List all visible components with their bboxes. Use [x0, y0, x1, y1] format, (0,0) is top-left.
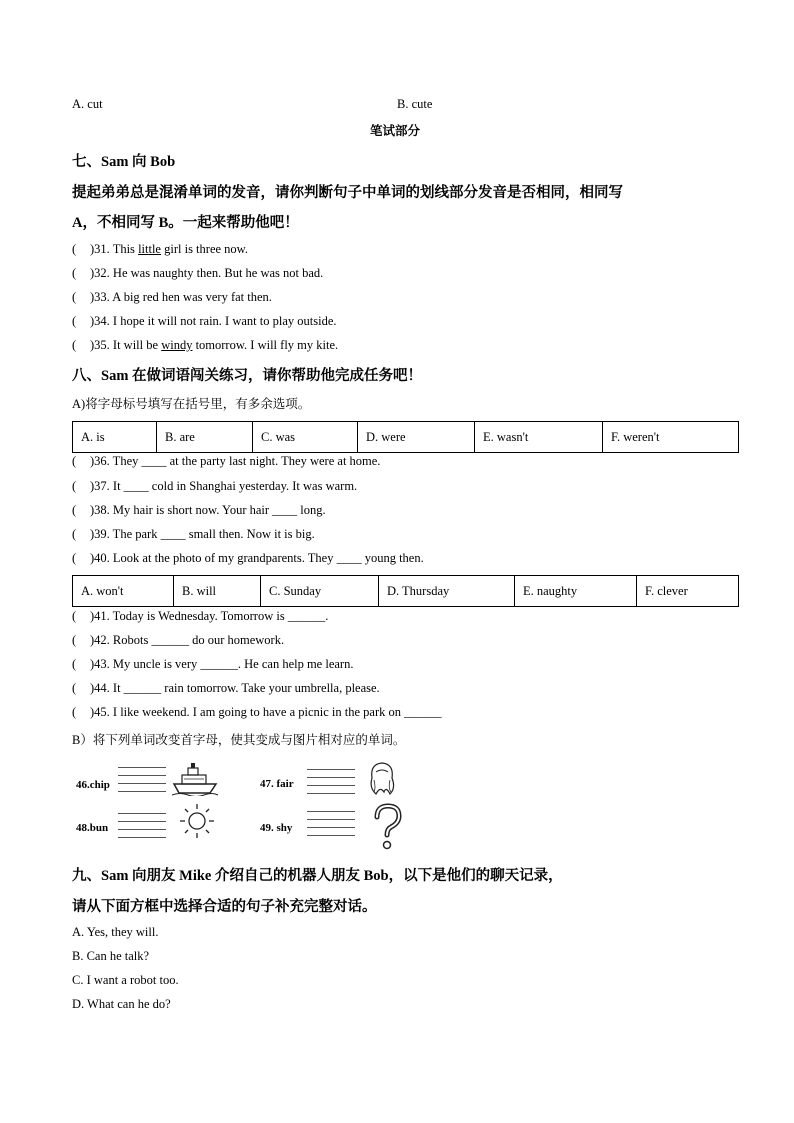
section-header: 笔试部分: [370, 124, 421, 138]
answer-lines-47: [307, 769, 355, 801]
s9-title-1: 九、Sam 向朋友 Mike 介绍自己的机器人朋友 Bob，以下是他们的聊天记录，: [72, 868, 563, 884]
question-45: ( )45. I like weekend. I am going to have a picnic in the park on ______: [72, 705, 442, 719]
table2-cell: B. will: [174, 576, 261, 607]
s7-instruction-2: A，不相同写 B。一起来帮助他吧！: [72, 215, 299, 231]
underlined-word: little: [138, 242, 161, 256]
question-40: ( )40. Look at the photo of my grandparents. They ____ young then.: [72, 551, 424, 565]
s9-option-b: B. Can he talk?: [72, 949, 150, 963]
s7-title: 七、Sam 向 Bob: [72, 154, 176, 170]
question-34: ( )34. I hope it will not rain. I want to play outside.: [72, 314, 337, 328]
question-42: ( )42. Robots ______ do our homework.: [72, 633, 285, 647]
question-35: ( )35. It will be windy tomorrow. I will fly my kite.: [72, 338, 339, 352]
question-33: ( )33. A big red hen was very fat then.: [72, 290, 272, 304]
s8-part-a: A)将字母标号填写在括号里，有多余选项。: [72, 397, 311, 411]
label-49: 49. shy: [260, 822, 293, 834]
table2-cell: D. Thursday: [379, 576, 515, 607]
hair-icon: [364, 758, 400, 798]
answer-lines-48: [118, 813, 166, 845]
label-47: 47. fair: [260, 778, 294, 790]
question-43: ( )43. My uncle is very ______. He can help me learn.: [72, 657, 354, 671]
option-b: B. cute: [397, 97, 433, 111]
option-a: A. cut: [72, 97, 103, 111]
underlined-word: windy: [161, 338, 193, 352]
question-41: ( )41. Today is Wednesday. Tomorrow is ______.: [72, 609, 329, 623]
table1-cell: A. is: [73, 422, 157, 453]
question-36: ( )36. They ____ at the party last night. They were at home.: [72, 454, 381, 468]
s9-option-a: A. Yes, they will.: [72, 925, 159, 939]
table1-cell: B. are: [157, 422, 253, 453]
table2-cell: F. clever: [637, 576, 739, 607]
label-48: 48.bun: [76, 822, 109, 834]
label-46: 46.chip: [76, 779, 110, 791]
sun-icon: [178, 802, 216, 840]
s7-instruction-1: 提起弟弟总是混淆单词的发音，请你判断句子中单词的划线部分发音是否相同，相同写: [72, 185, 623, 201]
question-mark-icon: [370, 803, 406, 851]
question-31: ( )31. This little girl is three now.: [72, 242, 249, 256]
question-39: ( )39. The park ____ small then. Now it is big.: [72, 527, 315, 541]
table1-cell: C. was: [253, 422, 358, 453]
s8-part-b: B）将下列单词改变首字母，使其变成与图片相对应的单词。: [72, 733, 406, 747]
question-38: ( )38. My hair is short now. Your hair ____ long.: [72, 503, 326, 517]
table2-cell: C. Sunday: [261, 576, 379, 607]
table1-cell: D. were: [358, 422, 475, 453]
s8-title: 八、Sam 在做词语闯关练习，请你帮助他完成任务吧！: [72, 368, 423, 384]
table2-cell: E. naughty: [515, 576, 637, 607]
question-44: ( )44. It ______ rain tomorrow. Take your umbrella, please.: [72, 681, 380, 695]
s9-option-c: C. I want a robot too.: [72, 973, 179, 987]
question-32: ( )32. He was naughty then. But he was not bad.: [72, 266, 324, 280]
table1-cell: F. weren't: [603, 422, 739, 453]
table2-cell: A. won't: [73, 576, 174, 607]
options-table-1: [72, 421, 739, 453]
answer-lines-49: [307, 811, 355, 843]
table1-cell: E. wasn't: [475, 422, 603, 453]
s9-title-2: 请从下面方框中选择合适的句子补充完整对话。: [72, 899, 377, 915]
question-37: ( )37. It ____ cold in Shanghai yesterday. It was warm.: [72, 479, 358, 493]
options-table-2: [72, 575, 739, 607]
s9-option-d: D. What can he do?: [72, 997, 171, 1011]
answer-lines-46: [118, 767, 166, 799]
ship-icon: [170, 760, 220, 796]
